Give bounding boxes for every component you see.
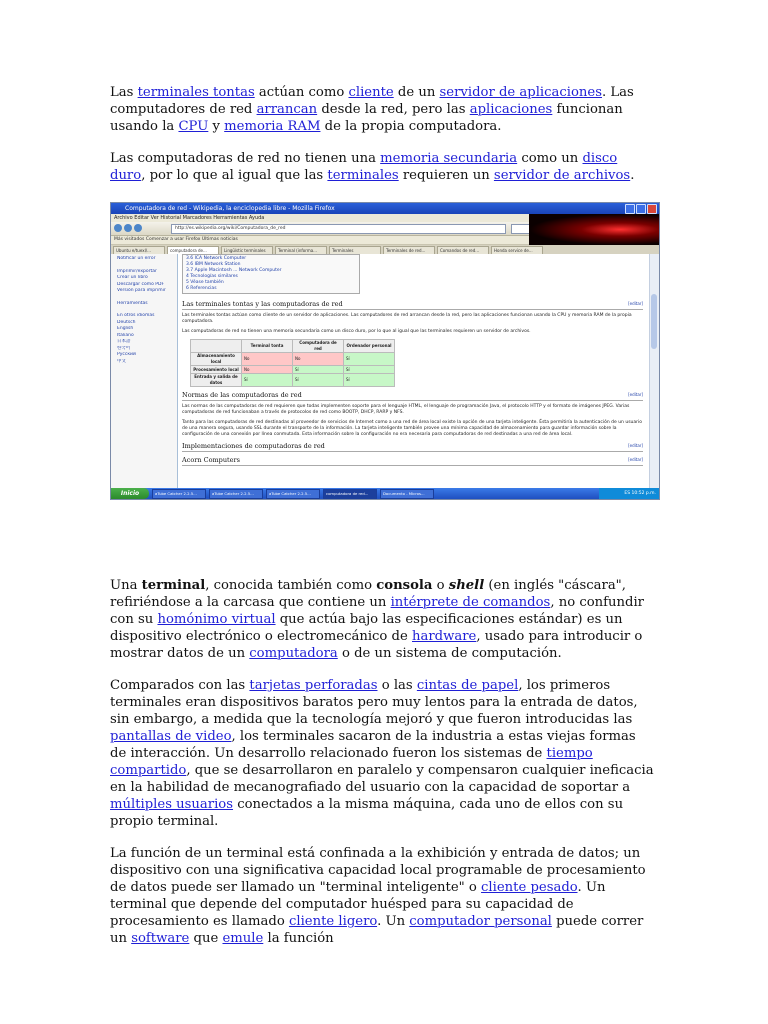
paragraph-function — [110, 845, 655, 947]
table-cell: No — [242, 353, 293, 366]
text: o las — [377, 678, 417, 693]
table-cell: Entrada y salida de datos — [191, 374, 242, 387]
taskbar-item: aTube Catcher 2.2.5... — [152, 489, 206, 499]
text: , por lo que al igual que las — [141, 168, 328, 183]
text: actúan como — [254, 85, 349, 100]
link-computadora[interactable]: computadora — [249, 646, 338, 661]
taskbar-item-active: computadora de red... — [323, 489, 377, 499]
link-tarjetas-perforadas[interactable]: tarjetas perforadas — [249, 678, 378, 693]
table-of-contents — [182, 254, 360, 294]
table-cell: Sí — [293, 366, 344, 374]
table-header: Ordenador personal — [344, 340, 395, 353]
table-cell: Procesamiento local — [191, 366, 242, 374]
intro-paragraph-1 — [110, 84, 655, 135]
text: Las computadoras de red no tienen una — [110, 151, 381, 166]
link-terminales-tontas[interactable]: terminales tontas — [137, 85, 255, 100]
link-arrancan[interactable]: arrancan — [256, 102, 318, 117]
sidebar-link: 中文 — [117, 358, 126, 364]
sidebar-heading: En otros idiomas — [117, 313, 155, 318]
text: . — [630, 168, 635, 183]
text: y — [208, 119, 225, 134]
link-cpu[interactable]: CPU — [178, 119, 209, 134]
bookmarks-bar: Más visitados Comenzar a usar Firefox Últimas noticias — [111, 236, 659, 245]
article-paragraph: Tanto para las computadoras de red destinadas al proveedor de servicios de Internet como a una red de área local existe la opción de una tarjeta inteligente. Ésta permitiría la autenticación de un usuario de una manera segura, usando SSL durante el transporte de la información. La tarjeta inteligente también provee una mínima capacidad de almacenamiento para guardar información sobre la configuración de una conexión por línea conmutada. Esta información sobre la configuración no era necesaria para computadoras de red destinadas a una red de área local. — [182, 420, 642, 437]
wiki-article — [177, 254, 649, 488]
link-emule[interactable]: emule — [222, 931, 264, 946]
sidebar-link: 한국어 — [117, 345, 131, 351]
table-cell: Almacenamiento local — [191, 353, 242, 366]
reload-icon — [134, 224, 142, 232]
toc-item: 3.6 ICA Network Computer — [186, 256, 247, 261]
link-cliente[interactable]: cliente — [348, 85, 394, 100]
link-pantallas-de-video[interactable]: pantallas de video — [110, 729, 232, 744]
text: , usado para introducir o mostrar datos de un — [110, 629, 643, 661]
theme-artwork — [529, 214, 659, 245]
system-tray-clock: ES 10:52 p.m. — [599, 488, 659, 499]
bold-term: terminal — [141, 578, 206, 593]
edit-link: [editar] — [628, 443, 643, 448]
text: Comparados con las — [110, 678, 250, 693]
browser-tab: Lingüístic terminales — [221, 246, 273, 255]
edit-link: [editar] — [628, 457, 643, 462]
link-memoria-ram[interactable]: memoria RAM — [224, 119, 321, 134]
windows-taskbar — [111, 488, 659, 499]
sidebar-link: 日本語 — [117, 339, 131, 344]
window-titlebar — [111, 203, 659, 214]
table-row — [191, 366, 395, 374]
text: conectados a la misma máquina, cada uno de ellos con su propio terminal. — [110, 797, 624, 829]
wiki-sidebar — [111, 254, 177, 488]
browser-tab: Comandos de red... — [437, 246, 489, 255]
text: La función de un terminal está confinada a la exhibición y entrada de datos; un dispositivo con una significativa capacidad local programable de procesamiento de datos puede ser llamado un "terminal inteligente" o — [110, 846, 646, 895]
window-controls — [625, 204, 657, 214]
heading-text: Implementaciones de computadoras de red — [182, 442, 325, 450]
browser-tab: Terminales de red... — [383, 246, 435, 255]
nav-buttons — [114, 224, 142, 232]
link-interprete-de-comandos[interactable]: intérprete de comandos — [390, 595, 551, 610]
paragraph-terminal-definition — [110, 577, 655, 662]
table-header: Terminal tonta — [242, 340, 293, 353]
taskbar-item: Documento - Micros... — [380, 489, 434, 499]
link-multiples-usuarios[interactable]: múltiples usuarios — [110, 797, 234, 812]
link-terminales[interactable]: terminales — [327, 168, 399, 183]
sidebar-link: Crear un libro — [117, 275, 148, 280]
intro-text — [110, 84, 655, 199]
toc-item: 4 Tecnologías similares — [186, 274, 238, 279]
browser-tab: Terminal (informa... — [275, 246, 327, 255]
link-cliente-pesado[interactable]: cliente pesado — [481, 880, 578, 895]
sidebar-link: Русский — [117, 352, 136, 357]
browser-tab-active: computadora de... — [167, 246, 219, 255]
heading-text: Las terminales tontas y las computadoras de red — [182, 300, 343, 308]
close-icon — [647, 204, 657, 214]
article-paragraph: Las terminales tontas actúan como cliente de un servidor de aplicaciones. Las computadores de red arrancan desde la red, pero las aplicaciones funcionan usando la CPU y memoria RAM de la propia computadora. — [182, 313, 632, 324]
text: como un — [517, 151, 583, 166]
link-software[interactable]: software — [131, 931, 190, 946]
menu-bar: Archivo Editar Ver Historial Marcadores Herramientas Ayuda — [111, 214, 659, 222]
link-cliente-ligero[interactable]: cliente ligero — [288, 914, 378, 929]
text: . Un terminal que depende del computador huésped para su capacidad de procesamiento es llamado — [110, 880, 606, 929]
table-cell: Sí — [344, 353, 395, 366]
text: que — [189, 931, 223, 946]
heading-text: Acorn Computers — [182, 456, 240, 464]
article-paragraph: Las normas de las computadoras de red requieren que todas implementen soporte para el lenguaje HTML, el lenguaje de programación Java, el protocolo HTTP y el formato de imágenes JPEG. Varias computadoras de red funcionaban a través de protocolos de red como BOOTP, DHCP, RARP y NFS. — [182, 404, 630, 415]
paragraph-history — [110, 677, 655, 830]
table-cell: Sí — [293, 374, 344, 387]
text: , no confundir con su — [110, 595, 644, 627]
sidebar-link: Notificar un error — [117, 256, 156, 261]
link-disco-duro[interactable]: disco duro — [110, 151, 618, 183]
back-icon — [114, 224, 122, 232]
text: , conocida también como — [205, 578, 377, 593]
taskbar-item: aTube Catcher 2.2.5... — [209, 489, 263, 499]
edit-link: [editar] — [628, 392, 643, 397]
text: o de un sistema de computación. — [337, 646, 562, 661]
link-cintas-de-papel[interactable]: cintas de papel — [416, 678, 519, 693]
table-cell: Sí — [344, 374, 395, 387]
table-header — [191, 340, 242, 353]
scrollbar — [649, 254, 659, 488]
sidebar-link: Versión para imprimir — [117, 288, 166, 293]
table-header: Computadora de red — [293, 340, 344, 353]
comparison-table — [190, 339, 395, 387]
scrollbar-thumb — [651, 294, 657, 349]
table-cell: Sí — [344, 366, 395, 374]
article-heading — [182, 300, 643, 310]
text: de un — [393, 85, 440, 100]
text: puede correr un — [110, 914, 644, 946]
text: (en inglés "cáscara", refiriéndose a la carcasa que contiene un — [110, 578, 626, 610]
link-hardware[interactable]: hardware — [412, 629, 477, 644]
url-bar: http://es.wikipedia.org/wiki/Computadora_de_red — [171, 224, 506, 234]
toc-item: 3.7 Apple Macintosh ... Network Computer — [186, 268, 282, 273]
taskbar-item: aTube Catcher 2.2.5... — [266, 489, 320, 499]
article-heading — [182, 442, 643, 452]
sidebar-link: Descargar como PDF — [117, 281, 165, 287]
table-row — [191, 353, 395, 366]
article-heading — [182, 391, 643, 401]
main-text — [110, 577, 655, 962]
text: que actúa bajo las especificaciones estándar) es un dispositivo electrónico o electromecánico de — [110, 612, 623, 644]
text: de la propia computadora. — [320, 119, 502, 134]
browser-tab: Honda service de... — [491, 246, 543, 255]
link-aplicaciones[interactable]: aplicaciones — [469, 102, 553, 117]
sidebar-link: Deutsch — [117, 319, 136, 325]
forward-icon — [124, 224, 132, 232]
sidebar-link: English — [117, 326, 134, 331]
maximize-icon — [636, 204, 646, 214]
bold-term: consola — [376, 578, 433, 593]
text: Una — [110, 578, 142, 593]
embedded-browser-screenshot — [110, 202, 660, 500]
text: o — [432, 578, 449, 593]
text: , los terminales sacaron de la industria a estas viejas formas de interacción. Un desarrollo relacionado fueron los sistemas de — [110, 729, 636, 761]
table-cell: No — [242, 366, 293, 374]
toc-item: 6 Referencias — [186, 286, 217, 291]
browser-tab: Terminales — [329, 246, 381, 255]
link-memoria-secundaria[interactable]: memoria secundaria — [380, 151, 518, 166]
text: Las — [110, 85, 138, 100]
text: , que se desarrollaron en paralelo y compensaron cualquier ineficacia en la habilidad de mecanografiado del usuario con la capacidad de soportar a — [110, 763, 654, 795]
text: desde la red, pero las — [317, 102, 470, 117]
link-servidor-de-archivos[interactable]: servidor de archivos — [493, 168, 631, 183]
page-content — [111, 254, 659, 488]
table-cell: No — [293, 353, 344, 366]
link-servidor-de-aplicaciones[interactable]: servidor de aplicaciones — [439, 85, 602, 100]
text: . Un — [377, 914, 410, 929]
link-tiempo-compartido[interactable]: tiempo compartido — [110, 746, 593, 778]
minimize-icon — [625, 204, 635, 214]
edit-link: [editar] — [628, 301, 643, 306]
window-title: Computadora de red - Wikipedia, la enciclopedia libre - Mozilla Firefox — [125, 205, 335, 212]
article-subheading — [182, 456, 643, 466]
toc-item: 3.6 IBM Network Station — [186, 262, 241, 267]
toc-item: 5 Véase también — [186, 280, 224, 285]
article-paragraph: Las computadoras de red no tienen una memoria secundaria como un disco duro, por lo que al igual que las terminales requieren un servidor de archivos. — [182, 329, 531, 334]
intro-paragraph-2 — [110, 150, 655, 184]
sidebar-link: Italiano — [117, 332, 134, 338]
text: requieren un — [398, 168, 494, 183]
sidebar-heading: Imprimir/exportar — [117, 268, 157, 274]
bold-italic-term: shell — [448, 578, 485, 593]
link-homonimo-virtual[interactable]: homónimo virtual — [157, 612, 276, 627]
sidebar-heading: Herramientas — [117, 300, 148, 306]
start-button: Inicio — [111, 488, 149, 499]
browser-tab: Ubuntu e/tuexl/... — [113, 246, 165, 255]
table-row — [191, 374, 395, 387]
table-header-row — [191, 340, 395, 353]
table-cell: Sí — [242, 374, 293, 387]
text: . Las computadores de red — [110, 85, 634, 117]
link-computador-personal[interactable]: computador personal — [409, 914, 552, 929]
text: funcionan usando la — [110, 102, 623, 134]
text: la función — [263, 931, 334, 946]
text: , los primeros terminales eran dispositivos baratos pero muy lentos para la entrada de datos, sin embargo, a medida que la tecnología mejoró y que fueron introducidas las — [110, 678, 638, 727]
heading-text: Normas de las computadoras de red — [182, 391, 302, 399]
